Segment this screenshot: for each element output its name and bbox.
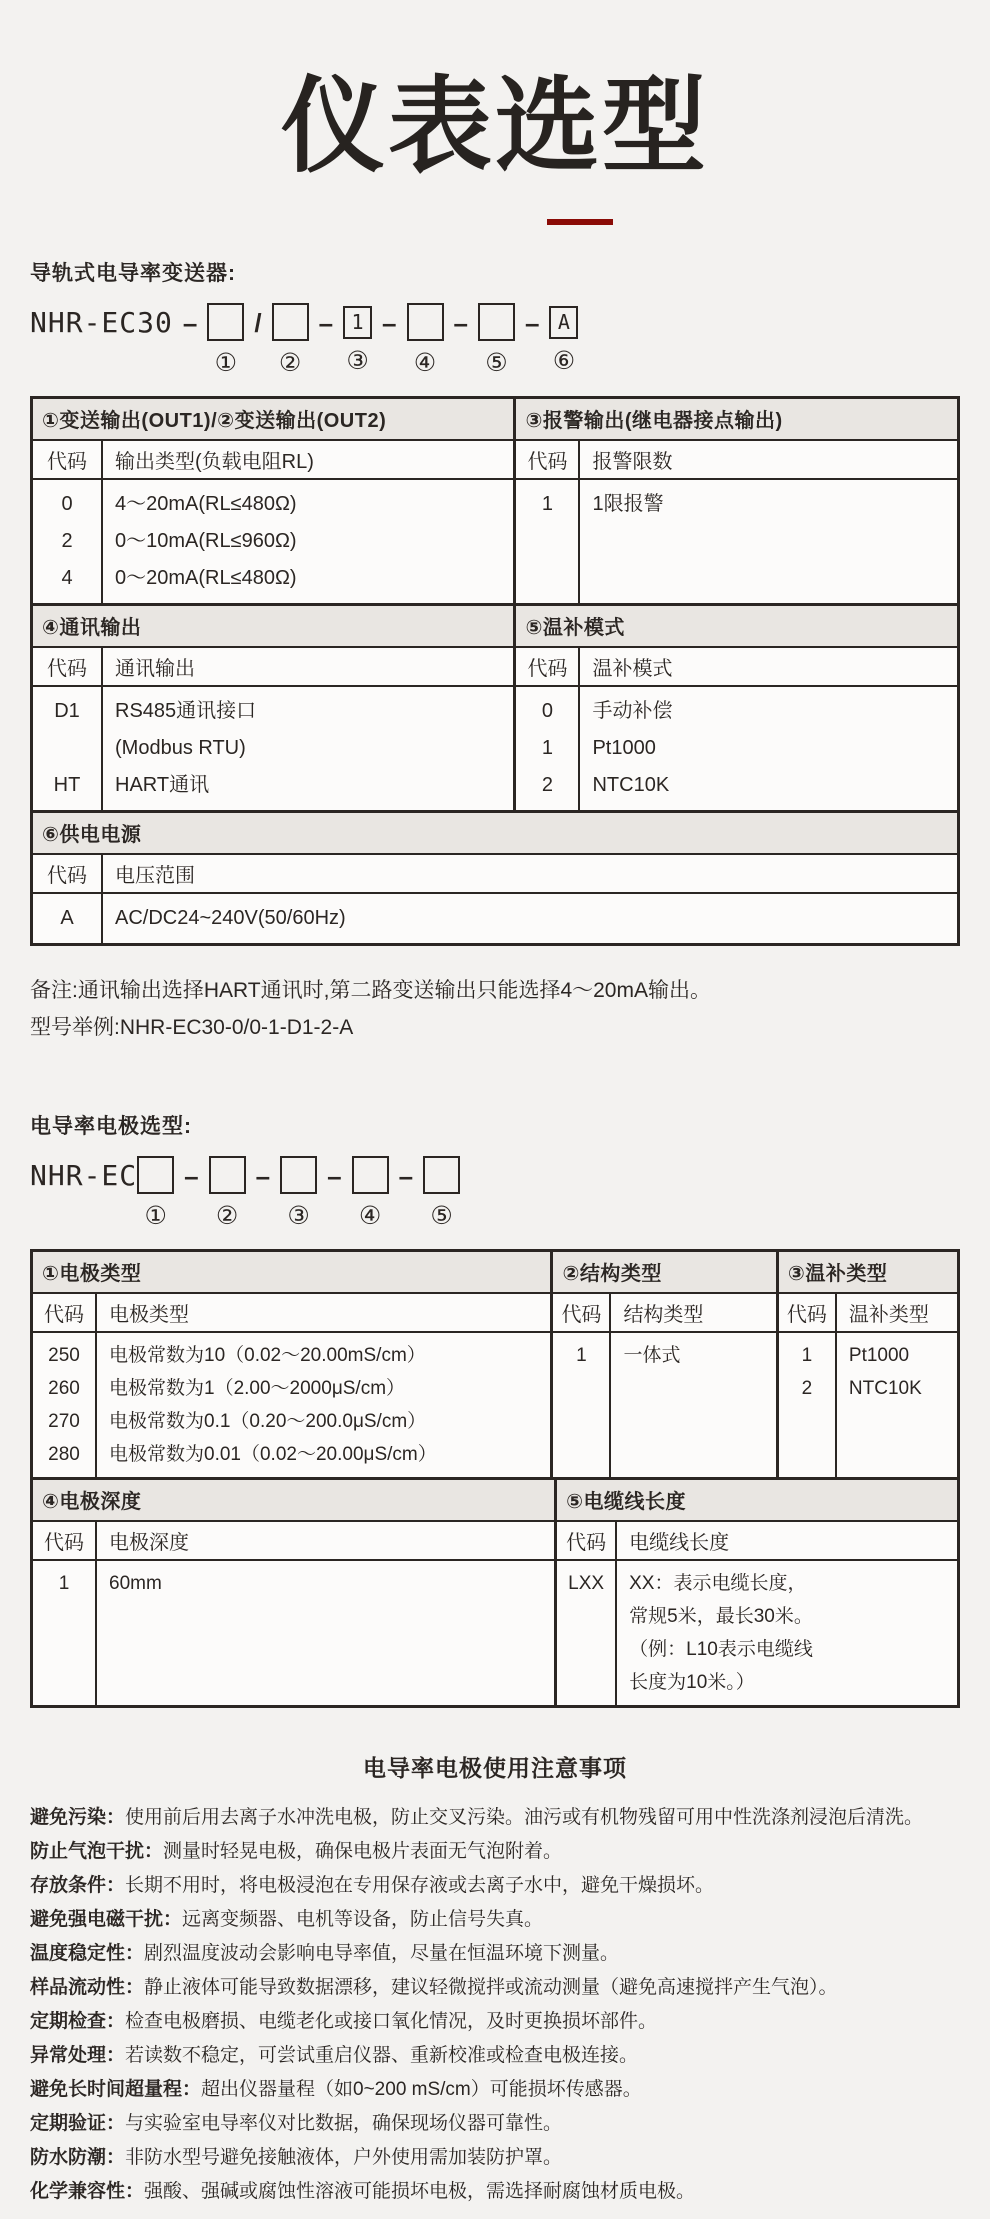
desc-column [97,1561,554,1705]
model-box-group [343,303,372,374]
usage-note-label: 防水防潮： [30,2146,126,2168]
model-box-group [423,1156,460,1229]
column-body [33,687,513,810]
table-column [33,1480,554,1705]
row-desc-line: NTC10K [848,1377,922,1399]
column-body [516,687,957,810]
usage-note [30,2141,960,2175]
usage-note-text: 静止液体可能导致数据漂移，建议轻微搅拌或流动测量（避免高速搅拌产生气泡）。 [144,1976,838,1998]
row-code: 260 [48,1377,80,1399]
code-column [516,687,580,810]
usage-note-text: 远离变频器、电机等设备，防止信号失真。 [182,1908,544,1930]
model-code-box: 1 [343,306,372,339]
desc-column [611,1333,775,1477]
model-position-number: ① [214,348,238,377]
code-column [33,480,103,603]
row-desc-line: 电极常数为1（2.00～2000μS/cm） [109,1377,406,1399]
row-code: HT [53,773,81,796]
usage-note-label: 异常处理： [30,2044,126,2066]
usage-note-label: 定期验证： [30,2112,126,2134]
column-header-row [33,855,957,894]
model-position-number: ⑤ [430,1201,453,1230]
column-body [516,480,957,603]
model-separator: – [182,307,198,338]
name-header-cell: 电压范围 [115,864,195,887]
row-desc-line: 1限报警 [592,492,664,515]
code-header-cell: 代码 [557,1522,617,1559]
row-desc-line: 常规5米，最长30米。 [629,1605,813,1627]
usage-note [30,1835,960,1869]
row-code: 270 [48,1410,80,1432]
model-code-box [478,303,515,341]
code-header-cell: 代码 [553,1294,611,1331]
usage-note-text: 若读数不稳定，可尝试重启仪器、重新校准或检查电极连接。 [125,2044,639,2066]
column-body [33,1561,554,1705]
usage-note [30,2039,960,2073]
electrode-heading: 电导率电极选型: [30,1114,192,1138]
row-code: 1 [541,736,554,759]
usage-notes-section [30,1750,960,2209]
model-box-group [478,303,515,376]
electrode-section [30,1110,960,1708]
model-code-box: A [549,306,578,339]
model-position-number: ③ [346,346,369,375]
model-separator: – [327,1160,342,1191]
model-code-box [423,1156,460,1194]
column-header-row [557,1522,957,1561]
code-column [33,894,103,943]
row-desc-line: (Modbus RTU) [115,736,246,759]
name-header-cell: 电缆线长度 [629,1531,730,1554]
column-section-header: ②结构类型 [553,1252,775,1294]
row-desc-line: 手动补偿 [592,699,673,722]
row-code: 1 [801,1344,813,1366]
column-section-header: ⑤电缆线长度 [557,1480,957,1522]
row-code: 280 [48,1443,80,1465]
row-desc-line: 电极常数为0.01（0.02～20.00μS/cm） [109,1443,437,1465]
column-section-header: ④通讯输出 [33,606,513,648]
code-header-cell: 代码 [33,1294,97,1331]
model-code-box [137,1156,174,1194]
name-header-cell: 结构类型 [623,1303,704,1326]
usage-note [30,2005,960,2039]
row-desc-line: 长度为10米。） [629,1671,755,1693]
code-column [779,1333,837,1477]
column-header-row [33,441,513,480]
model-position-number: ④ [413,348,437,377]
usage-note-label: 避免长时间超量程： [30,2078,202,2100]
column-section-header: ①电极类型 [33,1252,550,1294]
usage-note [30,1971,960,2005]
desc-column [103,480,513,603]
page-title: 仪表选型 [280,69,709,185]
usage-note-text: 使用前后用去离子水冲洗电极，防止交叉污染。油污或有机物残留可用中性洗涤剂浸泡后清洗。 [125,1806,924,1828]
model-code-box [352,1156,389,1194]
row-desc-line: 0～10mA(RL≤960Ω) [115,529,297,552]
name-header-cell: 电极类型 [109,1303,189,1326]
table-column [513,606,957,810]
model-separator: / [254,307,262,338]
row-desc-line: 电极常数为10（0.02～20.00mS/cm） [109,1344,426,1366]
model-separator: – [255,1160,271,1191]
model-code-box [272,303,309,341]
transmitter-remark: 备注:通讯输出选择HART通讯时,第二路变送输出只能选择4～20mA输出。 [30,978,711,1002]
table-column [550,1252,775,1477]
table-column [33,1252,550,1477]
usage-notes-title: 电导率电极使用注意事项 [363,1754,627,1781]
model-box-group [137,1156,174,1229]
usage-notes-list [30,1801,960,2209]
model-box-group [272,303,309,376]
column-header-row [516,648,957,687]
model-position-number: ② [215,1201,239,1230]
transmitter-example: 型号举例:NHR-EC30-0/0-1-D1-2-A [30,1015,354,1039]
row-code: 4 [61,566,73,589]
code-header-cell: 代码 [33,648,103,685]
row-desc-line: 4～20mA(RL≤480Ω) [115,492,297,515]
electrode-model-code [30,1156,960,1229]
model-box-group [407,303,444,376]
row-desc-line: Pt1000 [848,1344,910,1366]
table-column [33,399,513,603]
usage-note-text: 与实验室电导率仪对比数据，确保现场仪器可靠性。 [125,2112,563,2134]
row-code: D1 [54,699,80,722]
table-column [513,399,957,603]
name-header-cell: 通讯输出 [115,657,195,680]
column-header-row [33,1522,554,1561]
table-band [33,1252,957,1477]
table-band [33,1477,957,1705]
row-code: 250 [48,1344,80,1366]
code-column [33,1333,97,1477]
table-column [554,1480,957,1705]
code-header-cell: 代码 [33,855,103,892]
usage-note-label: 化学兼容性： [30,2180,145,2202]
usage-note [30,1937,960,1971]
desc-column [97,1333,550,1477]
model-position-number: ⑥ [552,346,576,375]
column-body [33,480,513,603]
model-box-group [549,303,578,374]
model-position-number: ② [278,348,302,377]
code-header-cell: 代码 [33,1522,97,1559]
model-code-box [209,1156,246,1194]
transmitter-model-code [30,303,960,376]
row-code: 1 [541,492,554,515]
usage-note-text: 测量时轻晃电极，确保电极片表面无气泡附着。 [163,1840,563,1862]
row-desc-line: AC/DC24~240V(50/60Hz) [115,906,346,929]
name-header-cell: 温补类型 [848,1303,929,1326]
row-code: 2 [801,1377,813,1399]
row-code: 2 [541,773,554,796]
column-body [33,894,957,943]
column-header-row [553,1294,775,1333]
desc-column [103,894,957,943]
row-desc-line: （例：L10表示电缆线 [629,1638,813,1660]
table-band [33,810,957,943]
code-column [516,480,580,603]
model-position-number: ③ [287,1201,310,1230]
column-section-header: ③报警输出(继电器接点输出) [516,399,957,441]
desc-column [580,687,957,810]
row-code: LXX [568,1572,605,1594]
usage-note [30,2107,960,2141]
code-column [557,1561,617,1705]
table-column [33,813,957,943]
code-column [33,1561,97,1705]
name-header-cell: 输出类型(负载电阻RL) [115,450,314,473]
model-box-group [280,1156,317,1229]
model-prefix: NHR-EC30 [30,305,173,339]
model-separator: – [453,307,468,338]
usage-note-text: 强酸、强碱或腐蚀性溶液可能损坏电极，需选择耐腐蚀材质电极。 [144,2180,696,2202]
row-desc-line: 一体式 [623,1344,681,1366]
transmitter-section [30,257,960,1046]
model-code-box [207,303,244,341]
name-header-cell: 温补模式 [592,657,673,680]
column-header-row [516,441,957,480]
accent-dash [547,219,613,225]
column-section-header: ④电极深度 [33,1480,554,1522]
model-box-group [209,1156,246,1229]
code-header-cell: 代码 [516,441,580,478]
usage-note-label: 温度稳定性： [30,1942,145,1964]
column-header-row [33,648,513,687]
name-header-cell: 报警限数 [592,450,673,473]
row-desc-line: RS485通讯接口 [115,699,257,722]
column-body [779,1333,957,1477]
row-desc-line: Pt1000 [592,736,656,759]
row-desc-line: HART通讯 [115,773,210,796]
column-section-header: ⑥供电电源 [33,813,957,855]
model-position-number: ⑤ [485,348,508,377]
code-header-cell: 代码 [33,441,103,478]
table-column [33,606,513,810]
model-separator: – [382,307,397,338]
model-position-number: ④ [358,1201,382,1230]
usage-note [30,1903,960,1937]
desc-column [837,1333,957,1477]
row-code: 2 [61,529,73,552]
usage-note [30,1869,960,1903]
usage-note-label: 存放条件： [30,1874,126,1896]
desc-column [580,480,957,603]
desc-column [617,1561,957,1705]
table-band [33,603,957,810]
model-code-box [407,303,444,341]
table-column [776,1252,957,1477]
row-desc-line: XX：表示电缆长度， [629,1572,807,1594]
column-header-row [33,1294,550,1333]
row-desc-line: 电极常数为0.1（0.20～200.0μS/cm） [109,1410,427,1432]
table-band [33,399,957,603]
usage-note-label: 避免强电磁干扰： [30,1908,183,1930]
electrode-selection-table [30,1249,960,1708]
desc-column [103,687,513,810]
model-separator: – [398,1160,414,1191]
usage-note-text: 超出仪器量程（如0~200 mS/cm）可能损坏传感器。 [201,2078,642,2100]
transmitter-selection-table [30,396,960,946]
usage-note-text: 检查电极磨损、电缆老化或接口氧化情况，及时更换损坏部件。 [125,2010,658,2032]
model-prefix: NHR-EC [30,1158,138,1192]
usage-note [30,2073,960,2107]
row-code: 1 [576,1344,587,1366]
column-section-header: ⑤温补模式 [516,606,957,648]
transmitter-heading: 导轨式电导率变送器: [30,261,236,285]
model-separator: – [524,307,540,338]
usage-note-text: 长期不用时，将电极浸泡在专用保存液或去离子水中，避免干燥损坏。 [125,1874,715,1896]
name-header-cell: 电极深度 [109,1531,189,1554]
code-column [553,1333,611,1477]
model-box-group [352,1156,389,1229]
model-code-box [280,1156,317,1194]
model-separator: – [318,307,334,338]
code-header-cell: 代码 [779,1294,837,1331]
code-column [33,687,103,810]
model-position-number: ① [144,1201,167,1230]
column-header-row [779,1294,957,1333]
usage-note-text: 剧烈温度波动会影响电导率值，尽量在恒温环境下测量。 [144,1942,620,1964]
column-section-header: ③温补类型 [779,1252,957,1294]
row-code: 0 [61,492,73,515]
row-code: 1 [58,1572,70,1594]
column-body [557,1561,957,1705]
code-header-cell: 代码 [516,648,580,685]
usage-note [30,2175,960,2209]
column-section-header: ①变送输出(OUT1)/②变送输出(OUT2) [33,399,513,441]
model-separator: – [184,1160,199,1191]
row-code: 0 [541,699,554,722]
usage-note [30,1801,960,1835]
column-body [33,1333,550,1477]
row-desc-line: NTC10K [592,773,670,796]
usage-note-text: 非防水型号避免接触液体，户外使用需加装防护罩。 [125,2146,563,2168]
column-body [553,1333,775,1477]
row-desc-line: 0～20mA(RL≤480Ω) [115,566,297,589]
usage-note-label: 防止气泡干扰： [30,1840,164,1862]
usage-note-label: 避免污染： [30,1806,126,1828]
usage-note-label: 样品流动性： [30,1976,145,1998]
model-box-group [207,303,244,376]
row-code: A [60,906,74,929]
usage-note-label: 定期检查： [30,2010,126,2032]
transmitter-notes [30,972,960,1046]
row-desc-line: 60mm [109,1572,162,1594]
